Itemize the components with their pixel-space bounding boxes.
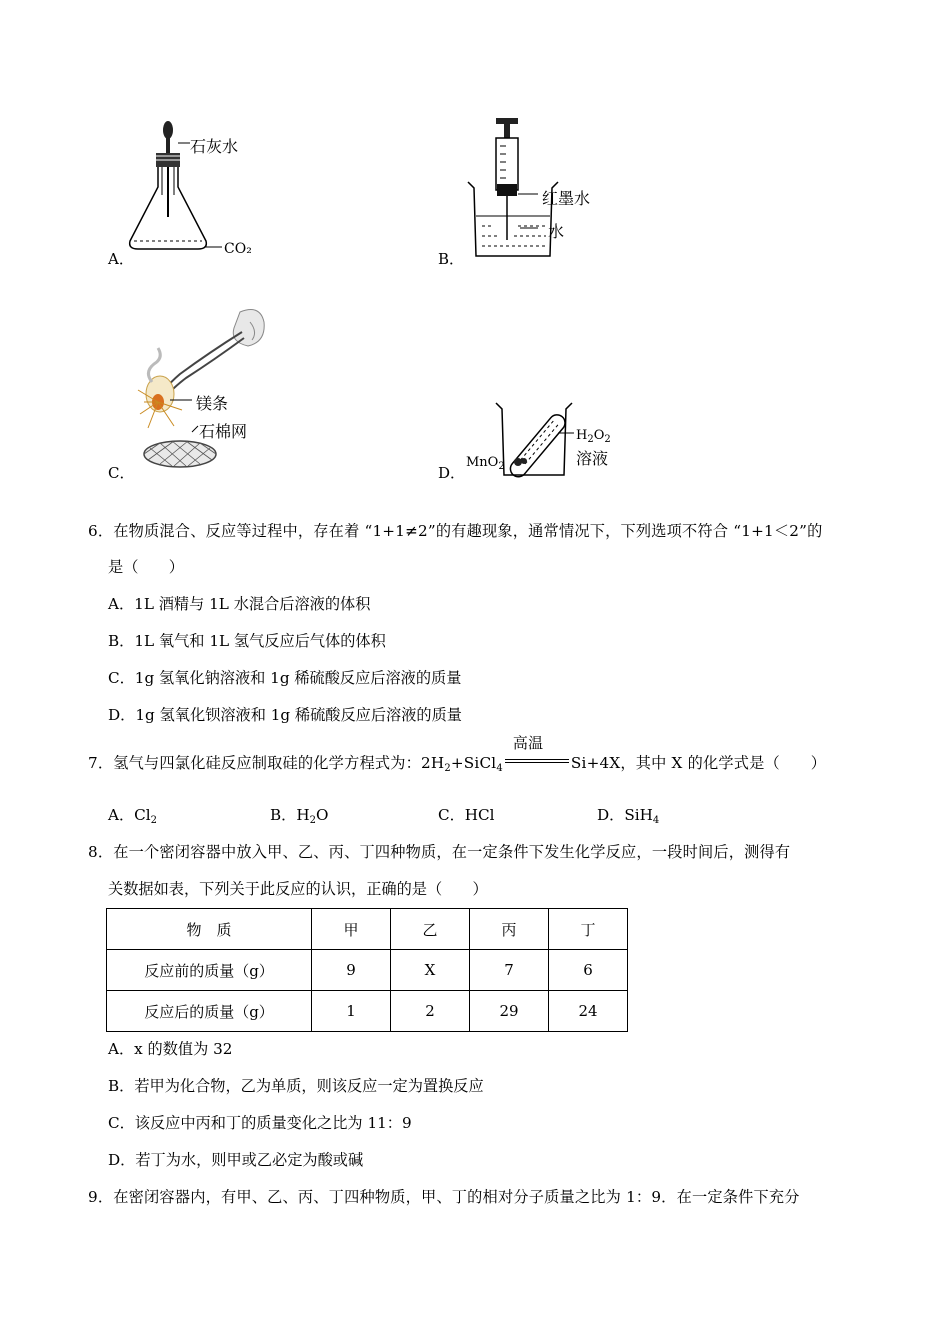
q7-option-a: A．$Cl_2$	[108, 806, 158, 826]
q7-stem-plus: +SiCl	[450, 754, 497, 772]
option-d-letter: D．	[438, 464, 466, 482]
label-water: 水	[548, 222, 565, 241]
q7-stem	[88, 734, 827, 774]
q6-stem-line2: 是（ ）	[108, 558, 184, 576]
q8-option-a: A．x 的数值为 32	[108, 1040, 233, 1058]
q7-stem-suffix: Si+4X，其中 X 的化学式是（ ）	[570, 754, 827, 772]
figure-c	[130, 302, 280, 477]
label-limewater: 石灰水	[190, 137, 239, 156]
table-cell: 反应前的质量（g）	[107, 950, 312, 991]
q8-option-d: D．若丁为水，则甲或乙必定为酸或碱	[108, 1151, 364, 1169]
q7-condition: 高温	[512, 734, 544, 752]
table-row	[107, 950, 628, 991]
table-cell: 7	[470, 950, 549, 991]
q8-stem-line1: 8．在一个密闭容器中放入甲、乙、丙、丁四种物质，在一定条件下发生化学反应，一段时间后，测得有	[88, 843, 791, 861]
q8-option-c: C．该反应中丙和丁的质量变化之比为 11：9	[108, 1114, 412, 1132]
table-header-row	[107, 909, 628, 950]
table-cell: 反应后的质量（g）	[107, 991, 312, 1032]
label-h2o2: $H_2O_2$	[576, 428, 611, 445]
option-a-letter: A．	[108, 250, 134, 268]
label-co2: CO₂	[224, 241, 252, 257]
burning-magnesium-diagram	[130, 302, 280, 477]
label-mno2: MnO$_2$	[466, 455, 505, 472]
table-cell: 9	[312, 950, 391, 991]
q7-sub-h2: 2	[444, 763, 451, 774]
q8-data-table	[106, 908, 628, 1032]
q6-option-b: B．1L 氧气和 1L 氢气反应后气体的体积	[108, 632, 386, 650]
option-b-letter: B．	[438, 250, 465, 268]
table-cell: 24	[549, 991, 628, 1032]
q6-option-d: D．1g 氢氧化钡溶液和 1g 稀硫酸反应后溶液的质量	[108, 706, 462, 724]
q8-stem-line2: 关数据如表，下列关于此反应的认识，正确的是（ ）	[108, 880, 488, 898]
q7-option-c: C．HCl	[438, 806, 495, 824]
q7-option-b: B．$H_2O$	[270, 806, 329, 826]
table-header-cell: 丁	[549, 909, 628, 950]
q8-option-b: B．若甲为化合物，乙为单质，则该反应一定为置换反应	[108, 1077, 484, 1095]
table-header-cell: 乙	[391, 909, 470, 950]
table-cell: 2	[391, 991, 470, 1032]
q6-option-c: C．1g 氢氧化钠溶液和 1g 稀硫酸反应后溶液的质量	[108, 669, 462, 687]
table-cell: 29	[470, 991, 549, 1032]
q7-reaction-arrow	[505, 734, 569, 766]
label-magnesium-strip: 镁条	[196, 394, 229, 413]
label-solution: 溶液	[576, 449, 609, 468]
table-header-cell: 丙	[470, 909, 549, 950]
q6-stem-line1: 6．在物质混合、反应等过程中，存在着 “1+1≠2”的有趣现象，通常情况下，下列选项不符合 “1+1＜2”的	[88, 522, 823, 540]
option-c-letter: C．	[108, 464, 135, 482]
q9-stem-line1: 9．在密闭容器内，有甲、乙、丙、丁四种物质，甲、丁的相对分子质量之比为 1：9．在一定条件下充分	[88, 1188, 800, 1206]
label-asbestos-gauze: 石棉网	[199, 422, 248, 441]
q6-option-a: A．1L 酒精与 1L 水混合后溶液的体积	[108, 595, 371, 613]
q7-option-d: D．SiH$_4$	[597, 806, 660, 826]
q7-sub-sicl4: 4	[496, 763, 503, 774]
table-header-cell: 物 质	[107, 909, 312, 950]
table-cell: 1	[312, 991, 391, 1032]
label-red-ink: 红墨水	[542, 189, 591, 208]
table-cell: 6	[549, 950, 628, 991]
table-row	[107, 991, 628, 1032]
table-header-cell: 甲	[312, 909, 391, 950]
table-cell: X	[391, 950, 470, 991]
q7-stem-prefix: 7．氢气与四氯化硅反应制取硅的化学方程式为：2H	[88, 754, 445, 772]
